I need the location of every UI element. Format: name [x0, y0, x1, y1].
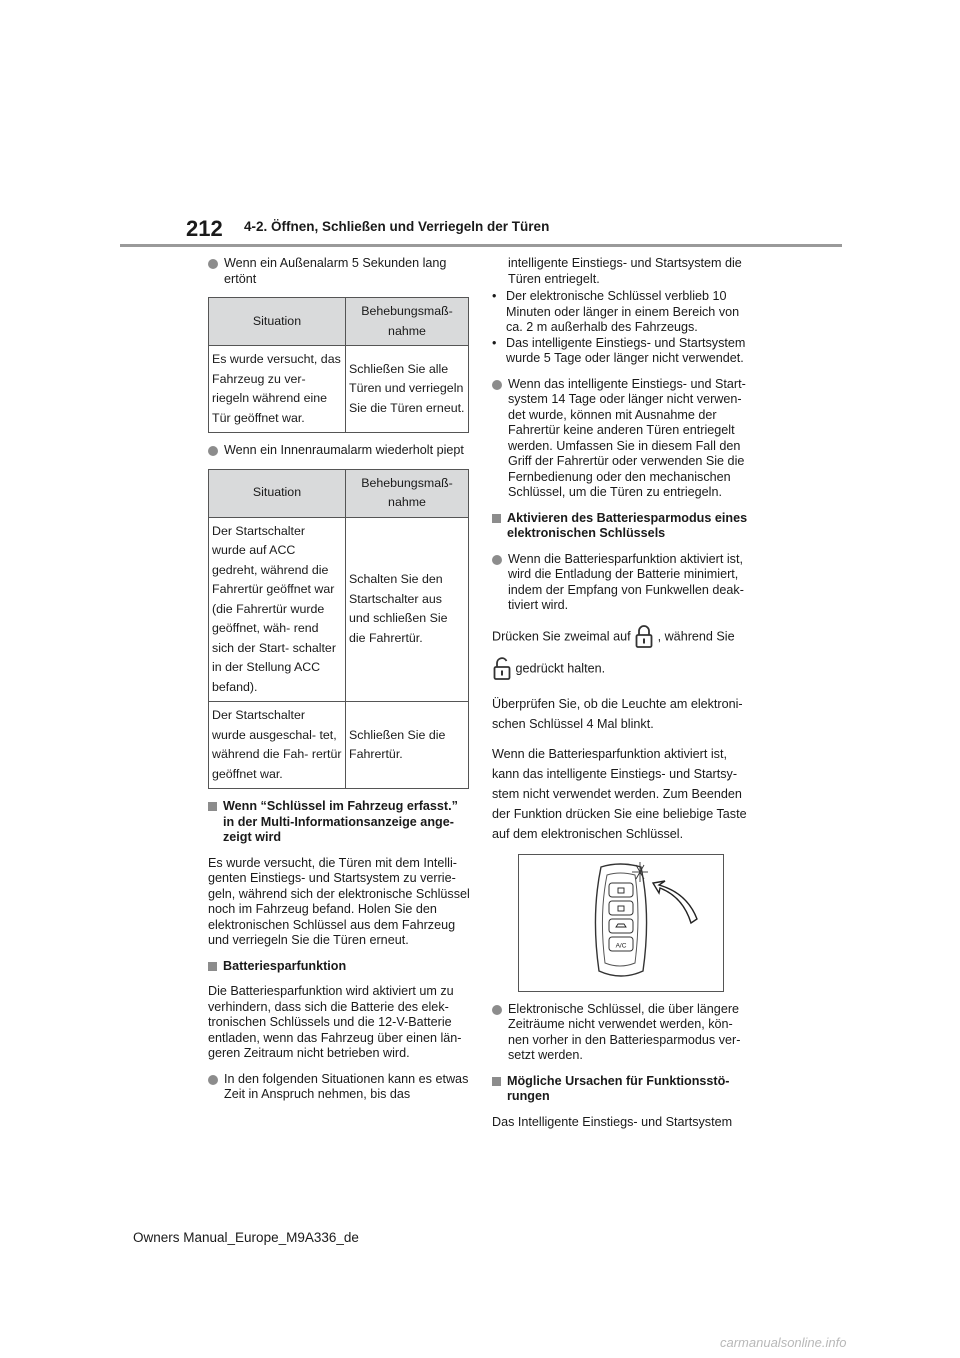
lock-icon: [634, 624, 654, 650]
battery-saving-text: Die Batteriesparfunktion wird aktiviert um zu verhindern, dass sich die Batterie des elek- tronischen Schlüssels und die 12-V-Batterie entladen, wenn das Fahrzeug über einen län- geren Zeitraum nicht betrieben wird.: [208, 984, 462, 1060]
inner-alarm-table: [208, 469, 469, 790]
key-in-vehicle-heading: Wenn “Schlüssel im Fahrzeug erfasst.” in der Multi-Informationsanzeige ange- zeigt wird: [223, 799, 458, 844]
outer-alarm-table: [208, 297, 469, 433]
press-text-1: Drücken Sie zweimal auf: [492, 628, 631, 643]
bullet-dot: [492, 1005, 502, 1015]
table-row: [209, 346, 469, 433]
battery-saving-heading: Batteriesparfunktion: [223, 958, 347, 973]
page-number: 212: [186, 216, 223, 241]
inner-alarm-item: [208, 443, 470, 459]
press-instruction: [492, 624, 754, 650]
bullet-list: [492, 289, 754, 367]
bullet-dot: [492, 380, 502, 390]
square-marker: [208, 962, 217, 971]
malfunction-text: Das Intelligente Einstiegs- und Startsystem: [492, 1114, 733, 1129]
key-in-vehicle-text: Es wurde versucht, die Türen mit dem Intelli- genten Einstiegs- und Startsystem zu verrie- geln, während sich der elektronische Schlüssel noch im Fahrzeug befand. Holen Sie den elektronischen Schlüssel aus dem Fahrzeug und verriegeln Sie die Türen erneut.: [208, 855, 470, 947]
activate-item: [492, 552, 754, 614]
bullet-dot: [208, 446, 218, 456]
left-column: [208, 256, 470, 1113]
footer-doc-id: Owners Manual_Europe_M9A336_de: [133, 1230, 359, 1245]
unlock-icon: [492, 656, 512, 682]
square-marker: [492, 1077, 501, 1086]
key-fob-figure: [518, 854, 724, 992]
table-row: [209, 702, 469, 789]
table-row: [209, 517, 469, 702]
table-cell-remedy: Schließen Sie die Fahrertür.: [346, 702, 469, 789]
key-in-vehicle-heading-row: [208, 799, 470, 846]
press-instruction-cont: [492, 656, 754, 682]
list-item-text: Das intelligente Einstiegs- und Startsystem wurde 5 Tage oder länger nicht verwendet.: [506, 335, 746, 365]
square-marker: [492, 514, 501, 523]
not-used-text: Wenn das intelligente Einstiegs- und Start- system 14 Tage oder länger nicht verwen- det wurde, können mit Ausnahme der Fahrertür keine anderen Türen entriegelt werden. Umfassen Sie in diesem Fall den Griff der Fahrertür oder verwenden Sie die Fernbedienung oder den mechanischen Schlüssel, um die Türen zu entriegeln.: [508, 376, 746, 499]
longer-unused-item: [492, 1002, 754, 1064]
continued-text: intelligente Einstiegs- und Startsystem die Türen entriegelt.: [508, 256, 742, 286]
malfunction-heading: Mögliche Ursachen für Funktionsstö- rungen: [507, 1073, 730, 1103]
header-rule: [120, 244, 842, 247]
outer-alarm-item: [208, 256, 470, 287]
bullet-mark: •: [492, 289, 497, 303]
list-item: [492, 336, 754, 367]
check-text: Überprüfen Sie, ob die Leuchte am elektroni- schen Schlüssel 4 Mal blinkt.: [492, 696, 743, 731]
malfunction-heading-row: [492, 1074, 754, 1105]
press-text-3: gedrückt halten.: [515, 660, 606, 675]
situations-item: [208, 1072, 470, 1103]
table-cell-remedy: Schalten Sie den Startschalter aus und schließen Sie die Fahrertür.: [346, 517, 469, 702]
table-header-situation: Situation: [209, 298, 346, 346]
table-cell-remedy: Schließen Sie alle Türen und verriegeln Sie die Türen erneut.: [346, 346, 469, 433]
bullet-dot: [208, 259, 218, 269]
table-header-remedy: Behebungsmaß- nahme: [346, 298, 469, 346]
table-header-situation: Situation: [209, 469, 346, 517]
bullet-mark: •: [492, 335, 497, 350]
watermark: carmanualsonline.info: [720, 1335, 847, 1350]
table-header-remedy: Behebungsmaß- nahme: [346, 469, 469, 517]
list-item: [492, 289, 754, 336]
figure-button-label: A/C: [615, 942, 627, 949]
outer-alarm-heading: Wenn ein Außenalarm 5 Sekunden lang ertönt: [224, 256, 447, 286]
activate-heading: Aktivieren des Batteriesparmodus eines elektronischen Schlüssels: [507, 510, 748, 540]
situations-text: In den folgenden Situationen kann es etwas Zeit in Anspruch nehmen, bis das: [224, 1071, 469, 1101]
activate-text: Wenn die Batteriesparfunktion aktiviert ist, wird die Entladung der Batterie minimiert, indem der Empfang von Funkwellen deak- tiviert wird.: [508, 551, 744, 612]
longer-unused-text: Elektronische Schlüssel, die über längere Zeiträume nicht verwendet werden, kön- nen vorher in den Batteriesparmodus ver- setzt werden.: [508, 1001, 741, 1062]
active-text: Wenn die Batteriesparfunktion aktiviert ist, kann das intelligente Einstiegs- und Startsy- stem nicht verwendet werden. Zum Beenden der Funktion drücken Sie eine beliebige Taste auf dem elektronischen Schlüssel.: [492, 746, 747, 841]
section-title: 4-2. Öffnen, Schließen und Verriegeln der Türen: [244, 219, 550, 234]
bullet-dot: [492, 555, 502, 565]
table-cell-situation: Der Startschalter wurde auf ACC gedreht, während die Fahrertür geöffnet war (die Fahrertür wurde geöffnet, wäh- rend sich der Start- schalter in der Stellung ACC befand).: [209, 517, 346, 702]
square-marker: [208, 802, 217, 811]
press-text-2: , während Sie: [657, 628, 735, 643]
inner-alarm-heading: Wenn ein Innenraumalarm wiederholt piept: [224, 443, 464, 457]
table-cell-situation: Es wurde versucht, das Fahrzeug zu ver- riegeln während eine Tür geöffnet war.: [209, 346, 346, 433]
bullet-dot: [208, 1075, 218, 1085]
list-item-text: Der elektronische Schlüssel verblieb 10 Minuten oder länger in einem Bereich von ca. 2 m außerhalb des Fahrzeugs.: [506, 289, 740, 334]
right-column: [492, 256, 754, 1140]
key-fob-illustration: [519, 855, 723, 991]
battery-saving-heading-row: [208, 959, 470, 975]
activate-heading-row: [492, 511, 754, 542]
table-cell-situation: Der Startschalter wurde ausgeschal- tet, während die Fah- rertür geöffnet war.: [209, 702, 346, 789]
not-used-item: [492, 377, 754, 501]
